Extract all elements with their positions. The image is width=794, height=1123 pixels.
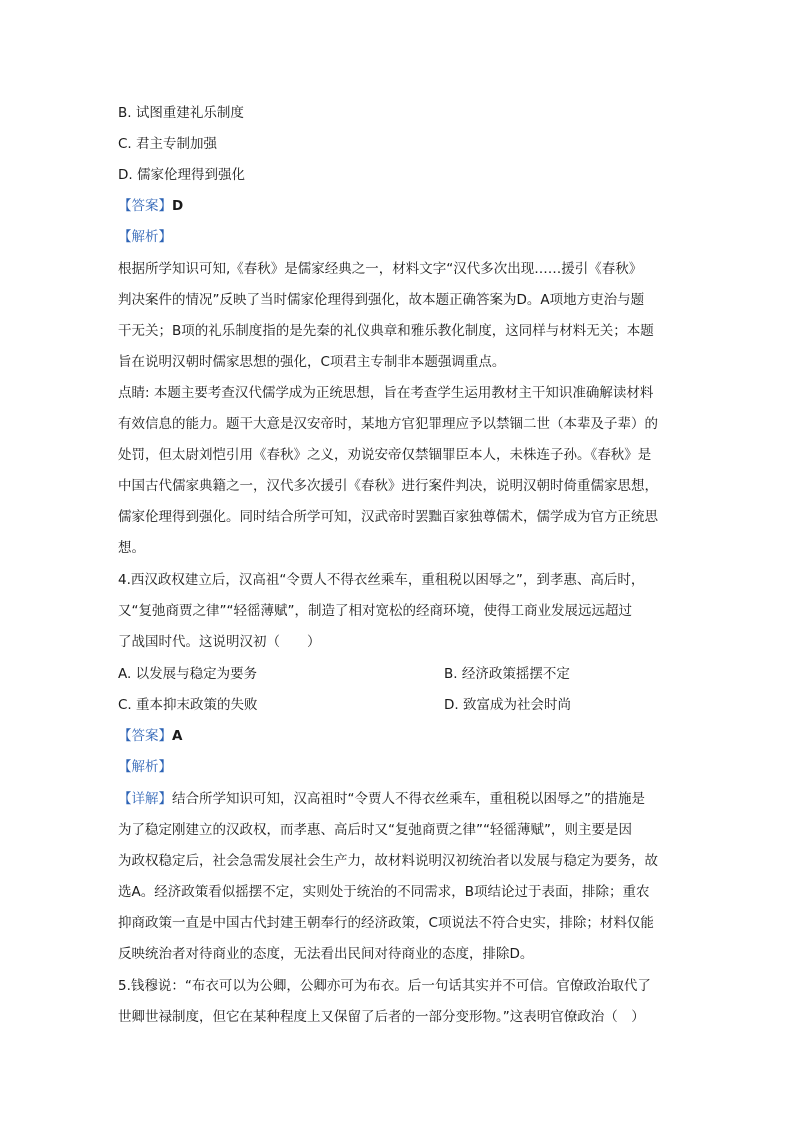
q5-stem-line: 5.钱穆说：“布衣可以为公卿，公卿亦可为布衣。后一句话其实并不可信。官僚政治取代了 (118, 978, 651, 994)
q3-comment-line: 点睛: 本题主要考查汉代儒学成为正统思想，旨在考查学生运用教材主干知识准确解读材料 (118, 385, 654, 401)
answer-label: 【答案】 (118, 728, 172, 744)
q5-stem-line: 世卿世禄制度，但它在某种程度上又保留了后者的一部分变形物。”这表明官僚政治（ ） (118, 1009, 645, 1025)
q3-analysis-line: 判决案件的情况”反映了当时儒家伦理得到强化，故本题正确答案为D。A项地方吏治与题 (118, 292, 645, 308)
q4-detail-line: 抑商政策一直是中国古代封建王朝奉行的经济政策，C项说法不符合史实，排除；材料仅能 (118, 915, 654, 931)
q4-stem-line: 又“复弛商贾之律”“轻徭薄赋”，制造了相对宽松的经商环境，使得工商业发展远远超过 (118, 603, 632, 619)
q4-option-b: B. 经济政策摇摆不定 (444, 666, 570, 682)
q4-detail-line: 为了稳定刚建立的汉政权，而孝惠、高后时又“复弛商贾之律”“轻徭薄赋”，则主要是因 (118, 822, 632, 838)
answer-label: 【答案】 (118, 198, 172, 214)
q4-option-a: A. 以发展与稳定为要务 (118, 666, 258, 682)
q3-analysis-line: 干无关；B项的礼乐制度指的是先秦的礼仪典章和雅乐教化制度，这同样与材料无关；本题 (118, 323, 654, 339)
q3-analysis-line: 旨在说明汉朝时儒家思想的强化，C项君主专制非本题强调重点。 (118, 354, 506, 370)
q4-stem-line: 4.西汉政权建立后，汉高祖“令贾人不得衣丝乘车，重租税以困辱之”，到孝惠、高后时， (118, 572, 645, 588)
detail-text: 结合所学知识可知，汉高祖时“令贾人不得衣丝乘车，重租税以困辱之”的措施是 (172, 791, 645, 807)
q3-comment-line: 处罚，但太尉刘恺引用《春秋》之义，劝说安帝仅禁锢罪臣本人，未株连子孙。《春秋》是 (118, 447, 652, 463)
q3-comment-line: 儒家伦理得到强化。同时结合所学可知，汉武帝时罢黜百家独尊儒术，儒学成为官方正统思 (118, 509, 658, 525)
q4-detail-line (118, 789, 688, 809)
q4-option-d: D. 致富成为社会时尚 (444, 697, 571, 713)
q4-analysis-label: 【解析】 (118, 759, 172, 775)
q3-comment-line: 想。 (118, 540, 145, 556)
q3-option-b: B. 试图重建礼乐制度 (118, 105, 244, 121)
q3-analysis-label: 【解析】 (118, 229, 172, 245)
q3-comment-line: 有效信息的能力。题干大意是汉安帝时，某地方官犯罪理应予以禁锢二世（本辈及子辈）的 (118, 416, 658, 432)
q4-detail-line: 反映统治者对待商业的态度，无法看出民间对待商业的态度，排除D。 (118, 946, 534, 962)
answer-value: A (172, 728, 183, 744)
detail-label: 【详解】 (118, 791, 172, 807)
q4-answer (118, 726, 688, 746)
q3-option-c: C. 君主专制加强 (118, 136, 218, 152)
q3-analysis-line: 根据所学知识可知,《春秋》是儒家经典之一，材料文字“汉代多次出现……援引《春秋》 (118, 261, 643, 277)
answer-value: D (172, 198, 184, 214)
q4-detail-line: 选A。经济政策看似摇摆不定，实则处于统治的不同需求，B项结论过于表面，排除；重农 (118, 884, 650, 900)
q4-stem-line: 了战国时代。这说明汉初（ ） (118, 634, 321, 650)
q3-comment-line: 中国古代儒家典籍之一，汉代多次援引《春秋》进行案件判决，说明汉朝时倚重儒家思想， (118, 478, 658, 494)
q3-option-d: D. 儒家伦理得到强化 (118, 167, 245, 183)
q3-answer (118, 196, 688, 216)
q4-detail-line: 为政权稳定后，社会急需发展社会生产力，故材料说明汉初统治者以发展与稳定为要务，故 (118, 853, 658, 869)
q4-option-c: C. 重本抑末政策的失败 (118, 697, 258, 713)
